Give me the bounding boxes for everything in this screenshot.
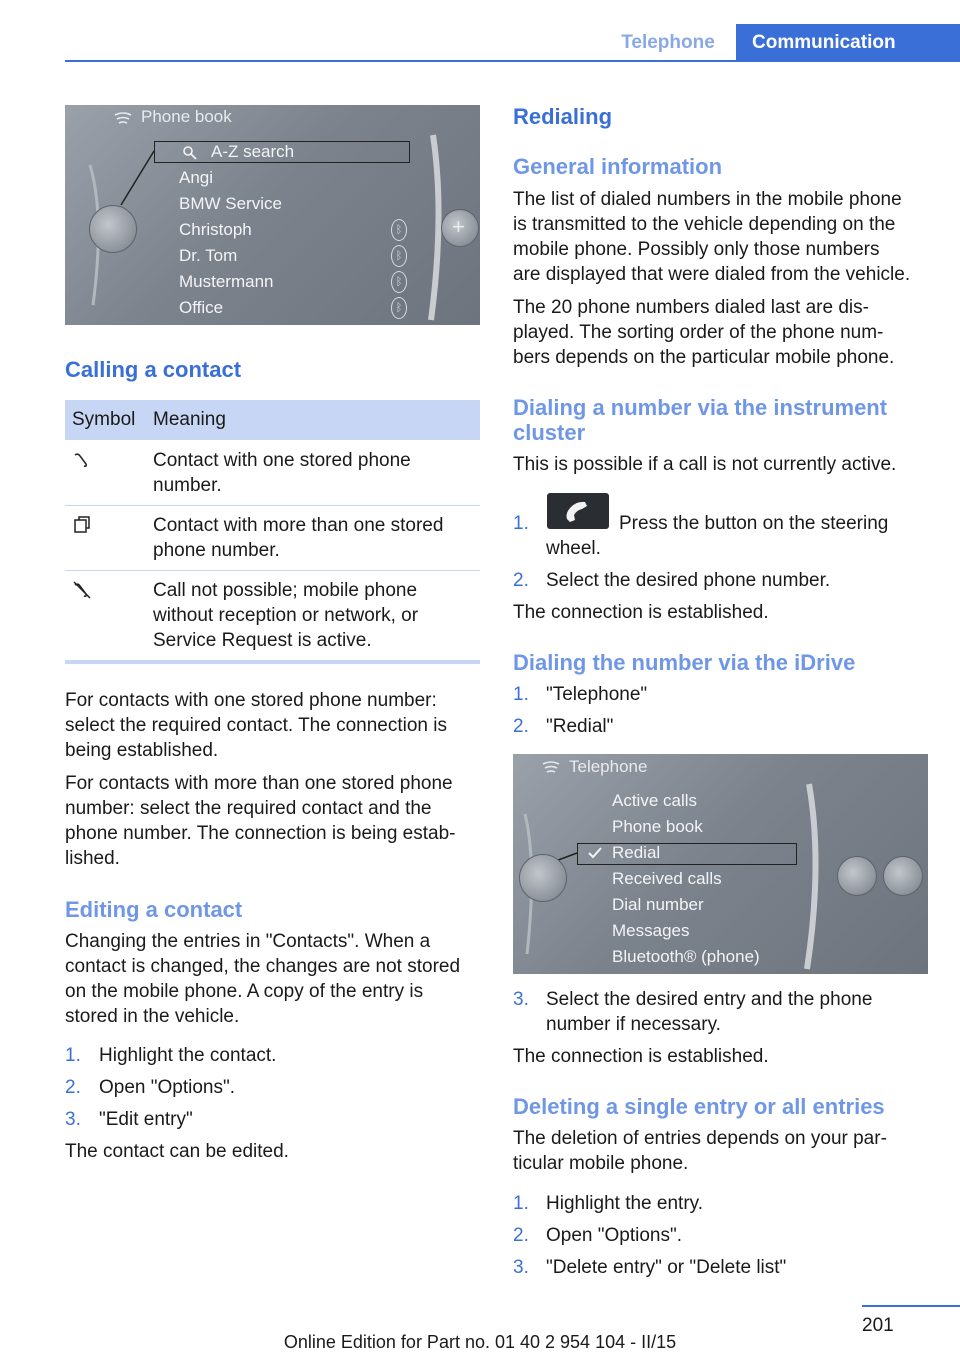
closing-text: The connection is established. — [513, 1046, 769, 1067]
paragraph — [65, 771, 480, 871]
single-number-icon — [72, 450, 92, 470]
menu-item: Dial number — [612, 895, 704, 914]
menu-item: Active calls — [612, 791, 698, 810]
table-header — [65, 400, 480, 440]
table-row — [153, 513, 473, 563]
step-number: 2. — [65, 1077, 81, 1098]
text-line: The list of dialed numbers in the mobile phone — [513, 189, 902, 210]
menu-item: Messages — [612, 921, 690, 940]
menu-item: Received calls — [612, 869, 722, 888]
paragraph — [513, 1126, 928, 1176]
steering-wheel-phone-button — [547, 493, 609, 529]
controller-knob-icon — [89, 205, 137, 253]
bluetooth-icon: ᛒ — [391, 297, 407, 319]
call-not-possible-icon — [72, 580, 92, 600]
footer-divider — [862, 1305, 960, 1307]
edition-note: Online Edition for Part no. 01 40 2 954 104 - II/15 — [283, 1332, 677, 1352]
step-text: "Telephone" — [546, 684, 648, 705]
section-title-general: General information — [513, 154, 723, 179]
step-text: wheel. — [546, 538, 601, 559]
list-item: Mustermann — [179, 272, 274, 291]
text-line: select the required contact. The connection is — [65, 715, 447, 736]
text-line: For contacts with one stored phone number: — [65, 690, 437, 711]
step-number: 3. — [513, 1257, 529, 1278]
step-number: 3. — [65, 1109, 81, 1130]
text-line: on the mobile phone. A copy of the entry is — [65, 981, 424, 1002]
step-number: 1. — [513, 513, 529, 534]
text-line: phone number. The connection is being estab- — [65, 823, 456, 844]
text-line: lished. — [65, 848, 120, 869]
text-line: ticular mobile phone. — [513, 1153, 689, 1174]
step-number: 1. — [513, 1193, 529, 1214]
bluetooth-icon: ᛒ — [391, 219, 407, 241]
section-title-instrument: Dialing a number via the instrument — [513, 395, 888, 420]
step-number: 2. — [513, 1225, 529, 1246]
step-text: number if necessary. — [546, 1014, 721, 1035]
text-line: mobile phone. Possibly only those numbers — [513, 239, 880, 260]
list-item: Office — [179, 298, 224, 317]
paragraph — [65, 929, 480, 1029]
table-header-meaning: Meaning — [153, 409, 226, 430]
list-item: Christoph — [179, 220, 252, 239]
step-text: Select the desired entry and the phone — [546, 989, 873, 1010]
menu-item: Phone book — [612, 817, 703, 836]
table-cell-meaning: number. — [153, 475, 222, 496]
text-line: is transmitted to the vehicle depending on the — [513, 214, 896, 235]
table-cell-meaning: Call not possible; mobile phone — [153, 580, 418, 601]
controller-knob-icon — [519, 854, 567, 902]
list-item: A-Z search — [211, 142, 295, 161]
section-title-deleting: Deleting a single entry or all entries — [513, 1094, 885, 1119]
text-line: Changing the entries in "Contacts". When a — [65, 931, 431, 952]
menu-item: Redial — [612, 843, 661, 862]
step-text: "Delete entry" or "Delete list" — [546, 1257, 787, 1278]
step-text: Press the button on the steering — [619, 513, 889, 534]
step-number: 2. — [513, 716, 529, 737]
table-cell-meaning: Service Request is active. — [153, 630, 372, 651]
step-text: Select the desired phone number. — [546, 570, 831, 591]
menu-item: Bluetooth® (phone) — [612, 947, 760, 966]
table-cell-meaning: phone number. — [153, 540, 280, 561]
phone-handset-icon — [547, 493, 609, 529]
step-text: Highlight the entry. — [546, 1193, 704, 1214]
paragraph — [513, 295, 928, 370]
header-chapter-tab: Communication — [736, 24, 960, 62]
bluetooth-icon: ᛒ — [391, 245, 407, 267]
table-bottom-rule — [65, 660, 480, 664]
step-number: 3. — [513, 989, 529, 1010]
closing-text: The connection is established. — [513, 602, 769, 623]
step-text: Highlight the contact. — [99, 1045, 277, 1066]
step-text: Open "Options". — [546, 1225, 683, 1246]
section-title-instrument: cluster — [513, 420, 586, 445]
paragraph: This is possible if a call is not currently active. — [513, 454, 897, 475]
row-divider — [65, 505, 480, 506]
phone-book-screenshot — [65, 105, 480, 325]
contact-card-icon — [883, 856, 923, 896]
section-title-redialing: Redialing — [513, 104, 613, 129]
step-text: "Edit entry" — [99, 1109, 193, 1130]
step-number: 1. — [65, 1045, 81, 1066]
step-number: 1. — [513, 684, 529, 705]
step-text: "Redial" — [546, 716, 614, 737]
text-line: being established. — [65, 740, 219, 761]
list-item: BMW Service — [179, 194, 282, 213]
list-item: Dr. Tom — [179, 246, 238, 265]
table-cell-meaning: Contact with one stored phone — [153, 450, 411, 471]
text-line: bers depends on the particular mobile phone. — [513, 347, 895, 368]
section-title-idrive: Dialing the number via the iDrive — [513, 650, 856, 675]
section-title-calling: Calling a contact — [65, 357, 242, 382]
paragraph — [65, 688, 480, 763]
telephone-menu-screenshot — [513, 754, 928, 974]
plus-icon: + — [441, 209, 479, 247]
telephone-tab-icon — [837, 856, 877, 896]
step-number: 2. — [513, 570, 529, 591]
text-line: The 20 phone numbers dialed last are dis- — [513, 297, 869, 318]
screen-title: Phone book — [141, 107, 232, 126]
text-line: For contacts with more than one stored phone — [65, 773, 453, 794]
header-section-tab: Telephone — [621, 32, 715, 53]
table-cell-meaning: without reception or network, or — [153, 605, 419, 626]
row-divider — [65, 570, 480, 571]
page-number: 201 — [862, 1315, 894, 1336]
screen-title: Telephone — [569, 757, 648, 776]
text-line: number: select the required contact and the — [65, 798, 432, 819]
closing-text: The contact can be edited. — [65, 1141, 289, 1162]
paragraph — [513, 187, 933, 287]
table-cell-meaning: Contact with more than one stored — [153, 515, 444, 536]
table-row — [153, 448, 473, 498]
table-row — [153, 578, 473, 653]
multiple-numbers-icon — [72, 514, 92, 534]
header-divider — [65, 60, 960, 62]
step-text: Open "Options". — [99, 1077, 236, 1098]
list-item: Angi — [179, 168, 214, 187]
table-header-symbol: Symbol — [72, 409, 136, 430]
text-line: are displayed that were dialed from the vehicle. — [513, 264, 911, 285]
text-line: contact is changed, the changes are not stored — [65, 956, 461, 977]
text-line: The deletion of entries depends on your par- — [513, 1128, 887, 1149]
section-title-editing: Editing a contact — [65, 897, 243, 922]
text-line: stored in the vehicle. — [65, 1006, 240, 1027]
text-line: played. The sorting order of the phone num- — [513, 322, 884, 343]
bluetooth-icon: ᛒ — [391, 271, 407, 293]
